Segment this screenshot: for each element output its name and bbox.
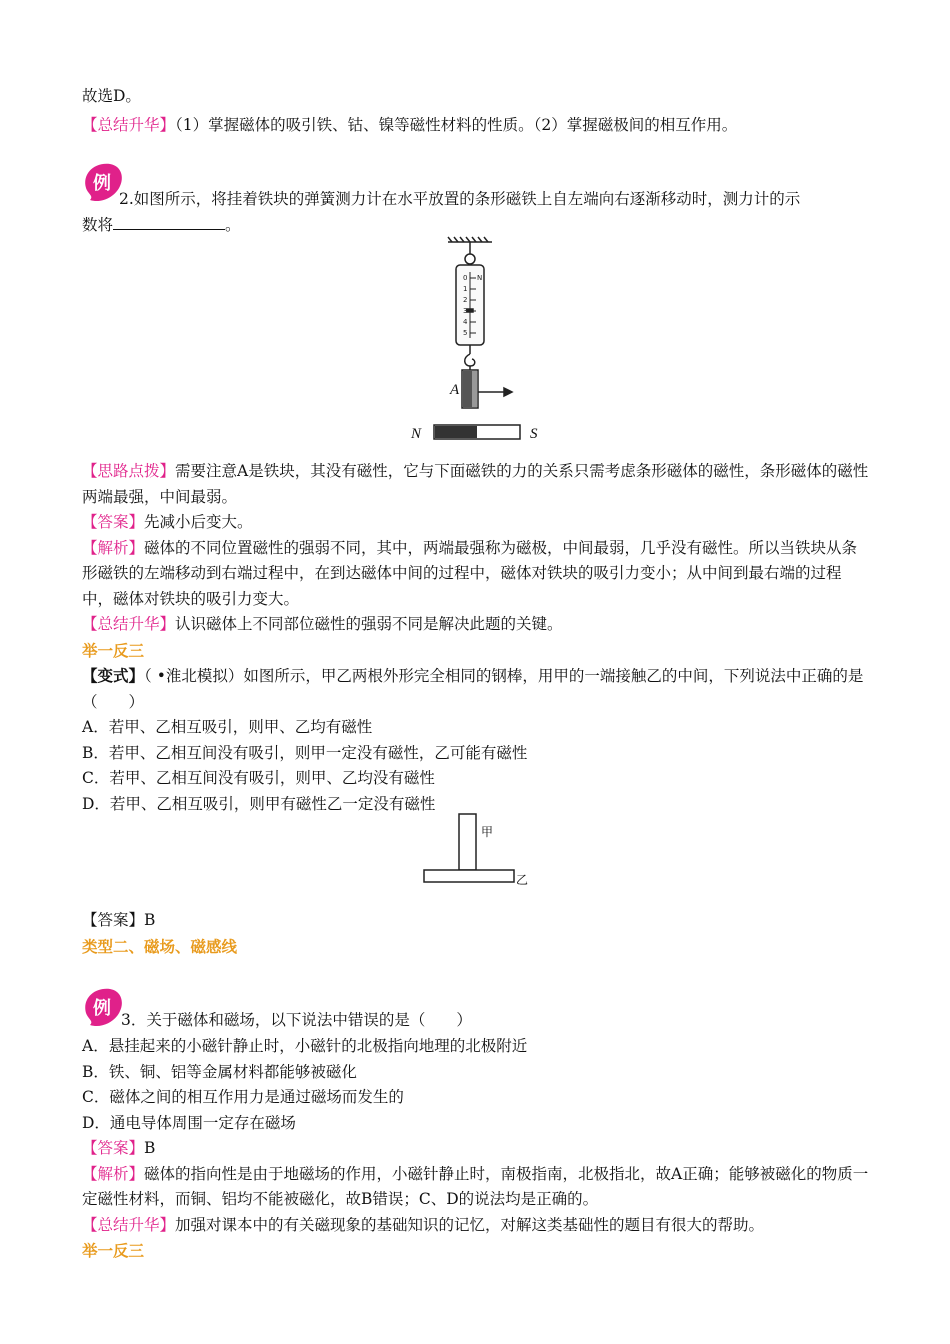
example2-explanation bbox=[82, 459, 872, 817]
variant-answer-line bbox=[82, 908, 872, 934]
hint-text: 需要注意A是铁块，其没有磁性，它与下面磁铁的力的关系只需考虑条形磁体的磁性，条形磁体的磁性两端最强，中间最弱。 bbox=[82, 462, 869, 506]
steel-bar-yi bbox=[424, 870, 514, 882]
example-badge-icon-2 bbox=[80, 985, 126, 1031]
summary-text: （1）掌握磁体的吸引铁、钴、镍等磁性材料的性质。（2）掌握磁极间的相互作用。 bbox=[175, 116, 738, 134]
summary-line bbox=[82, 113, 737, 138]
label-yi: 乙 bbox=[516, 873, 529, 887]
scale-mark-1: 1 bbox=[463, 285, 468, 293]
example3-option-b: B．铁、铜、铝等金属材料都能够被磁化 bbox=[82, 1062, 357, 1081]
summary2-tag: 【总结升华】 bbox=[82, 615, 176, 633]
summary-paragraph bbox=[82, 612, 872, 638]
scale-mark-0: 0 bbox=[463, 274, 468, 282]
hint-tag: 【思路点拨】 bbox=[82, 462, 176, 480]
answer-paragraph bbox=[82, 510, 872, 536]
pole-n-label: N bbox=[411, 426, 422, 442]
scale-mark-5: 5 bbox=[463, 329, 468, 337]
example3-summary-text: 加强对课本中的有关磁现象的基础知识的记忆，对解这类基础性的题目有很大的帮助。 bbox=[175, 1215, 765, 1234]
example3-answer-tag: 【答案】 bbox=[82, 1139, 145, 1157]
example3-analysis-text: 磁体的指向性是由于地磁场的作用，小磁针静止时，南极指南，北极指北，故A正确；能够被磁化的物质一定磁性材料，而铜、铝均不能被磁化，故B错误；C、D的说法均是正确的。 bbox=[82, 1164, 869, 1208]
variant-text: （ •淮北模拟）如图所示，甲乙两根外形完全相同的钢棒，用甲的一端接触乙的中间，下列说法中正确的是（ ） bbox=[82, 667, 864, 711]
variant-option-c: C．若甲、乙相互间没有吸引，则甲、乙均没有磁性 bbox=[82, 769, 435, 787]
block-label: A bbox=[450, 382, 460, 398]
example3-option-d: D．通电导体周围一定存在磁场 bbox=[82, 1113, 296, 1132]
example3-question: 3．关于磁体和磁场，以下说法中错误的是（ ） bbox=[121, 1011, 472, 1029]
answer-tag: 【答案】 bbox=[82, 513, 145, 531]
example3-summary-tag: 【总结升华】 bbox=[82, 1215, 176, 1234]
example3-option-c: C．磁体之间的相互作用力是通过磁场而发生的 bbox=[82, 1088, 404, 1106]
summary-tag: 【总结升华】 bbox=[82, 116, 176, 134]
example2-question-line1: 2.如图所示，将挂着铁块的弹簧测力计在水平放置的条形磁铁上自左端向右逐渐移动时，测力计的示 bbox=[119, 190, 801, 208]
ceiling-mount bbox=[448, 237, 492, 264]
variant-paragraph bbox=[82, 663, 872, 715]
scale-mark-3: 3 bbox=[463, 307, 468, 315]
example2-question-end: 。 bbox=[225, 216, 241, 234]
steel-bar-jia bbox=[459, 814, 476, 870]
example2-question-text: 数将 bbox=[82, 216, 114, 234]
steel-bars-figure bbox=[420, 812, 540, 888]
badge-label-2: 例 bbox=[93, 998, 111, 1019]
bar-magnet bbox=[434, 425, 520, 439]
variant-answer-tag: 【答案】 bbox=[82, 911, 145, 929]
practice2-heading: 举一反三 bbox=[82, 1241, 145, 1260]
variant-tag: 【变式】 bbox=[82, 666, 145, 685]
label-jia: 甲 bbox=[481, 825, 494, 839]
example3-option-a: A．悬挂起来的小磁针静止时，小磁针的北极指向地理的北极附近 bbox=[82, 1037, 528, 1055]
example3-analysis bbox=[82, 1162, 872, 1213]
variant-option-b: B．若甲、乙相互间没有吸引，则甲一定没有磁性，乙可能有磁性 bbox=[82, 743, 528, 762]
example3-body bbox=[82, 1034, 872, 1264]
analysis-paragraph bbox=[82, 536, 872, 613]
variant-option-d: D．若甲、乙相互吸引，则甲有磁性乙一定没有磁性 bbox=[82, 794, 436, 813]
variant-answer-text: B bbox=[144, 911, 156, 929]
analysis-text: 磁体的不同位置磁性的强弱不同，其中，两端最强称为磁极，中间最弱，几乎没有磁性。所以当铁块从条形磁铁的左端移动到右端过程中，在到达磁体中间的过程中，磁体对铁块的吸引力变小；从中间到最右端的过程中，磁体对铁块的吸引力变大。 bbox=[82, 538, 858, 608]
spring-scale-figure bbox=[400, 234, 560, 446]
practice1-heading: 举一反三 bbox=[82, 640, 145, 660]
answer-blank bbox=[113, 215, 225, 230]
section2-heading: 类型二、磁场、磁感线 bbox=[82, 936, 238, 956]
summary2-text: 认识磁体上不同部位磁性的强弱不同是解决此题的关键。 bbox=[175, 615, 563, 633]
iron-block-a bbox=[462, 370, 478, 408]
variant-answer-block bbox=[82, 908, 872, 959]
answer-text: 先减小后变大。 bbox=[144, 513, 253, 531]
example3-analysis-tag: 【解析】 bbox=[82, 1164, 145, 1183]
hook bbox=[465, 345, 475, 370]
analysis-tag: 【解析】 bbox=[82, 538, 145, 557]
example3-summary bbox=[82, 1213, 872, 1239]
conclusion-line: 故选D。 bbox=[82, 87, 141, 105]
variant-option-a: A．若甲、乙相互吸引，则甲、乙均有磁性 bbox=[82, 718, 373, 736]
pole-s-label: S bbox=[530, 426, 538, 442]
hint-paragraph bbox=[82, 459, 872, 510]
scale-unit: N bbox=[477, 274, 483, 282]
example3-answer-text: B bbox=[144, 1139, 156, 1157]
arrow-right-icon bbox=[478, 388, 512, 396]
example2-question-line2 bbox=[82, 213, 241, 238]
example3-answer bbox=[82, 1136, 872, 1162]
badge-label: 例 bbox=[93, 173, 111, 194]
scale-mark-2: 2 bbox=[463, 296, 468, 304]
scale-mark-4: 4 bbox=[463, 318, 468, 326]
